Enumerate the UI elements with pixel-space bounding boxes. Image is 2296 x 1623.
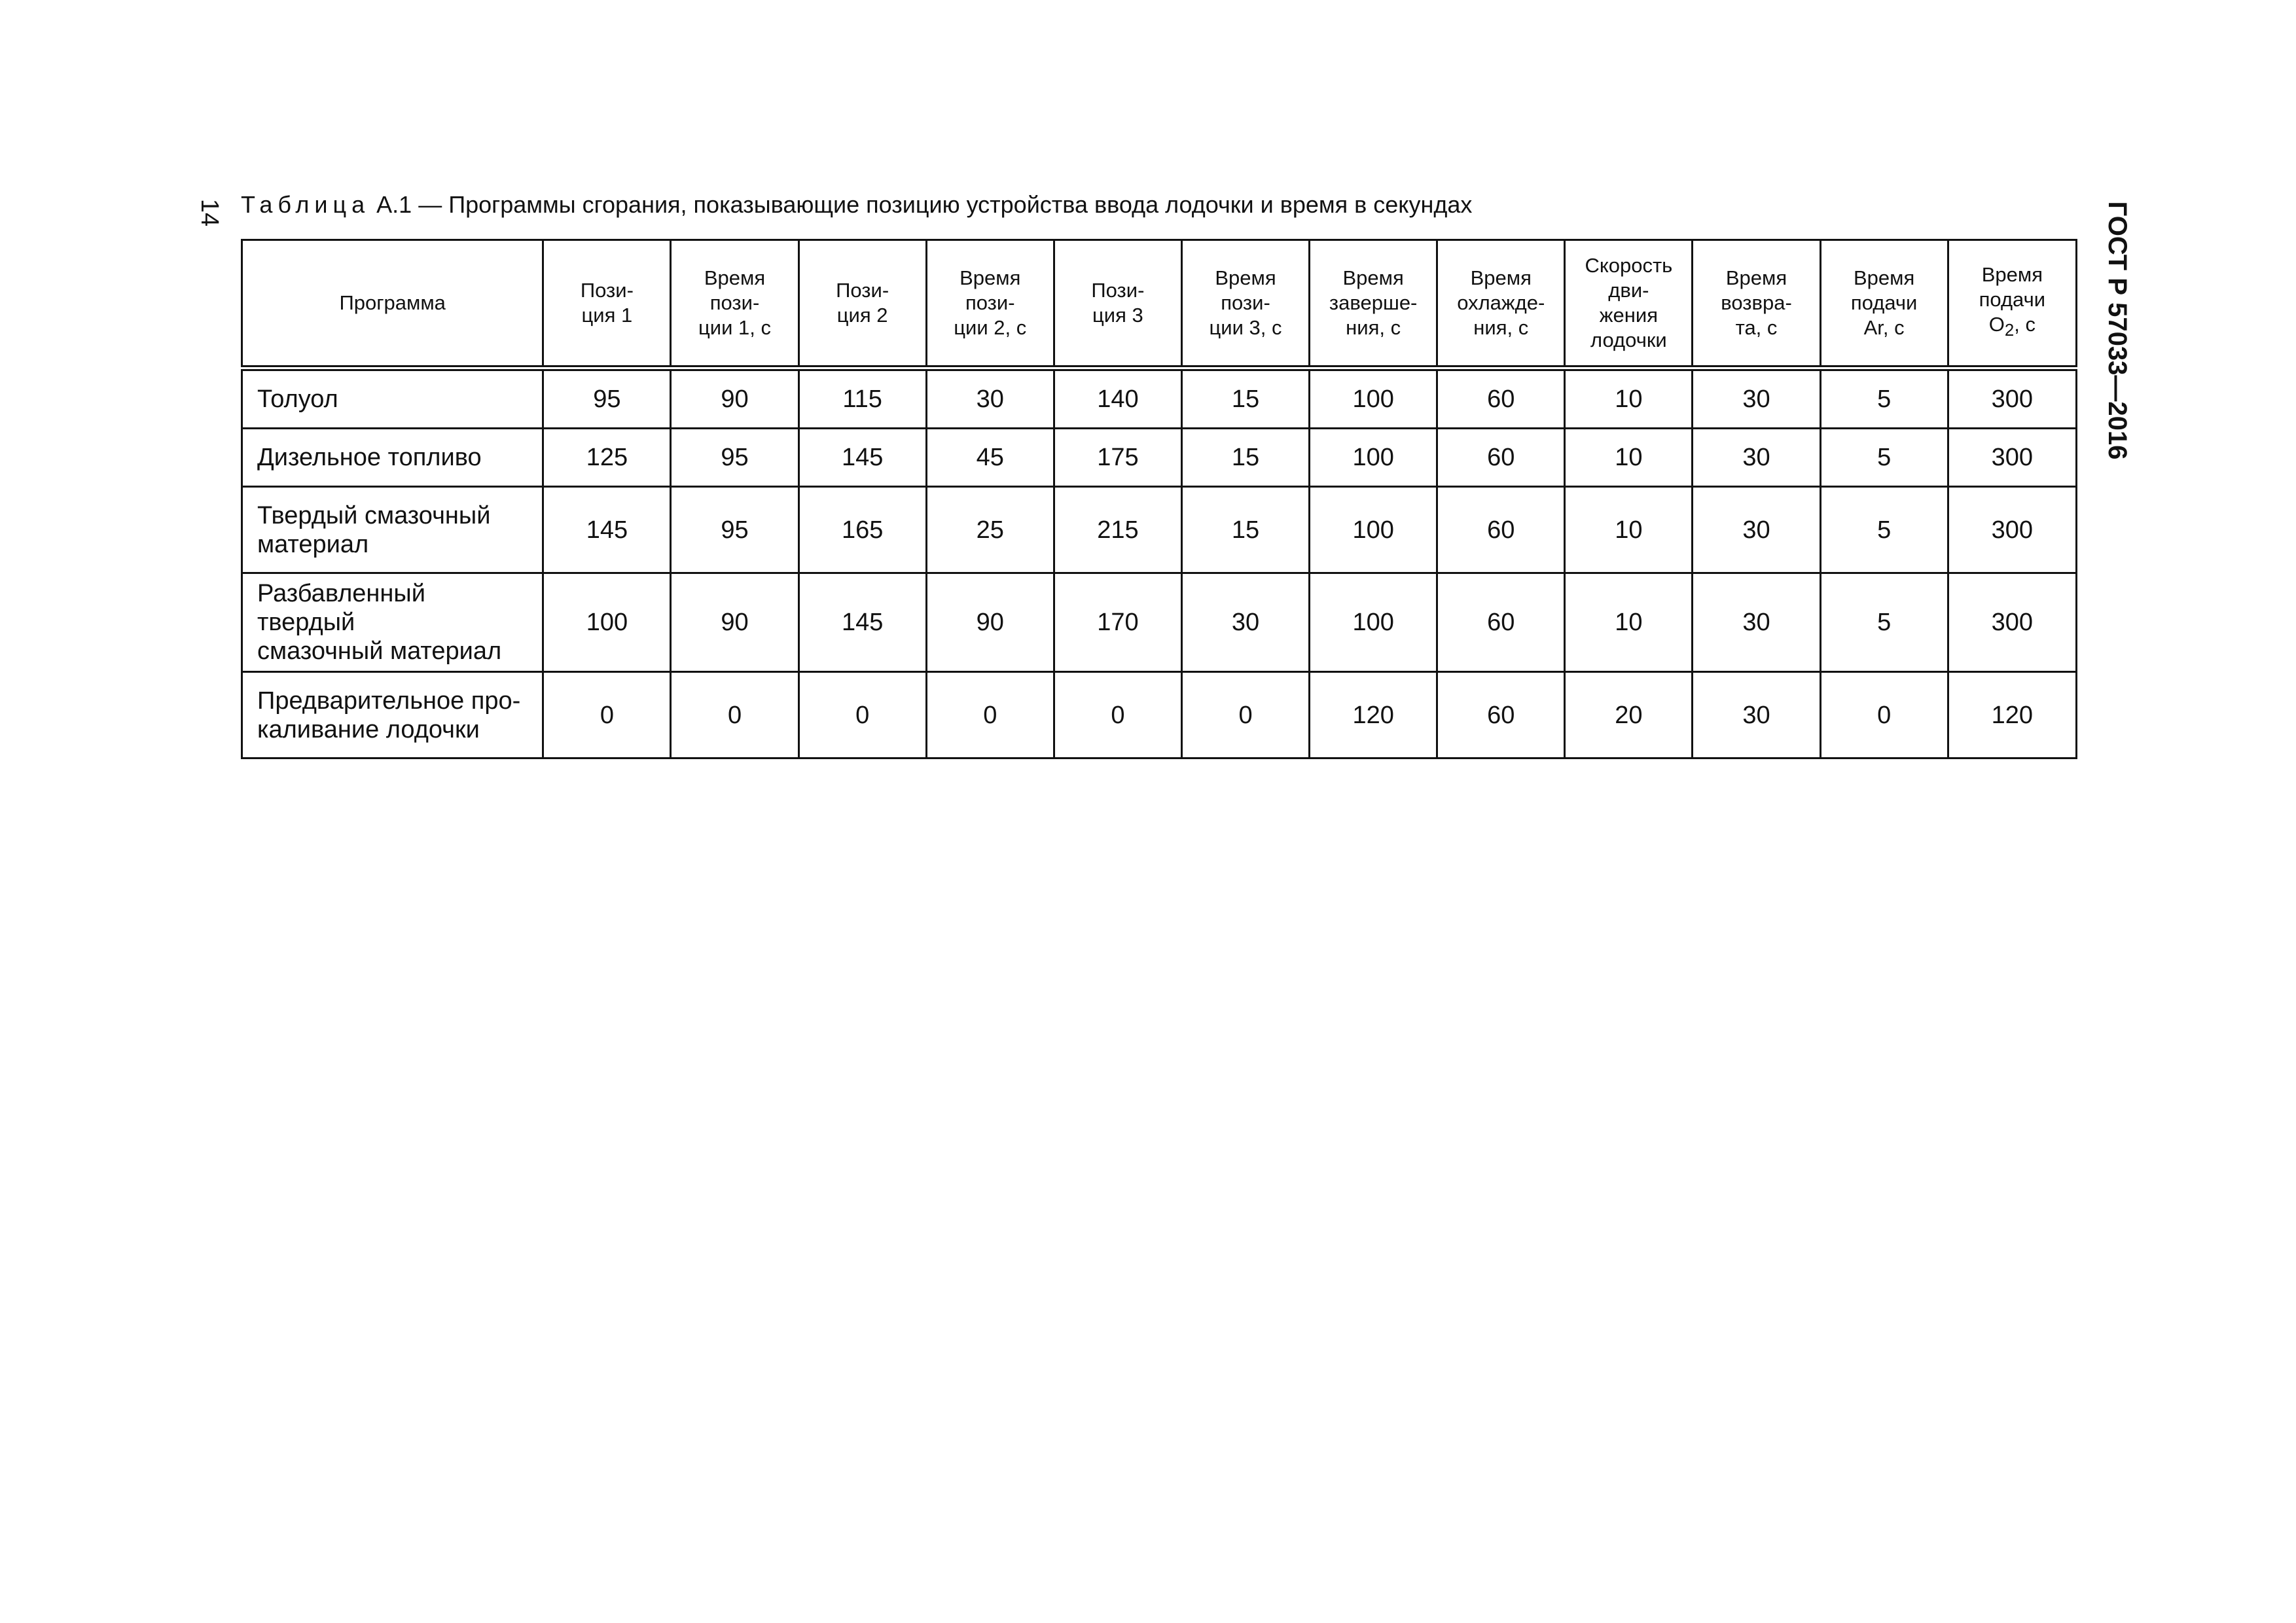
value-cell: 60 [1437,368,1565,429]
value-cell: 300 [1948,487,2076,573]
header-text: Время пози- ции 3, с [1209,266,1282,339]
table-row [242,573,2077,672]
program-name-cell: Предварительное про- каливание лодочки [242,672,543,758]
table-caption-text: А.1 — Программы сгорания, показывающие позицию устройства ввода лодочки и время в секундах [370,191,1473,218]
header-text: Время возвра- та, с [1721,266,1792,339]
value-cell: 0 [1181,672,1309,758]
header-position-1 [543,240,671,368]
value-cell: 100 [1310,368,1437,429]
header-text: Пози- ция 2 [836,279,889,327]
value-cell: 175 [1054,429,1181,487]
table-row [242,429,2077,487]
value-cell: 100 [1310,573,1437,672]
value-cell: 120 [1310,672,1437,758]
value-cell: 10 [1565,368,1693,429]
header-position-3-time [1181,240,1309,368]
value-cell: 60 [1437,429,1565,487]
value-cell: 15 [1181,487,1309,573]
header-program [242,240,543,368]
table-row [242,368,2077,429]
value-cell: 0 [543,672,671,758]
page-number: 14 [196,198,223,227]
value-cell: 0 [1054,672,1181,758]
header-text: Время заверше- ния, с [1329,266,1418,339]
value-cell: 145 [798,573,926,672]
header-text: Время пози- ции 1, с [698,266,771,339]
value-cell: 0 [671,672,798,758]
value-cell: 215 [1054,487,1181,573]
value-cell: 20 [1565,672,1693,758]
header-text: Скорость дви- жения лодочки [1585,254,1673,351]
value-cell: 30 [1693,429,1820,487]
value-cell: 60 [1437,672,1565,758]
value-cell: 30 [1693,573,1820,672]
value-cell: 300 [1948,368,2076,429]
value-cell: 60 [1437,487,1565,573]
header-position-2-time [926,240,1054,368]
header-text: Время подачи Ar, с [1850,266,1918,339]
header-position-2 [798,240,926,368]
value-cell: 15 [1181,368,1309,429]
program-name-cell: Твердый смазочный материал [242,487,543,573]
value-cell: 45 [926,429,1054,487]
value-cell: 10 [1565,487,1693,573]
header-position-1-time [671,240,798,368]
value-cell: 30 [1693,672,1820,758]
header-text: Время подачи $O_2$, с [1979,263,2046,340]
table-row [242,672,2077,758]
table-header-row [242,240,2077,368]
value-cell: 170 [1054,573,1181,672]
table-caption-label: Таблица [241,191,370,218]
value-cell: 125 [543,429,671,487]
value-cell: 0 [1820,672,1948,758]
header-position-3 [1054,240,1181,368]
header-text: Пози- ция 1 [580,279,634,327]
value-cell: 95 [671,429,798,487]
value-cell: 5 [1820,368,1948,429]
value-cell: 10 [1565,573,1693,672]
table-caption [241,190,1472,220]
value-cell: 90 [671,573,798,672]
header-completion-time [1310,240,1437,368]
value-cell: 30 [1693,368,1820,429]
header-return-time [1693,240,1820,368]
header-boat-speed [1565,240,1693,368]
value-cell: 115 [798,368,926,429]
value-cell: 145 [543,487,671,573]
value-cell: 25 [926,487,1054,573]
value-cell: 10 [1565,429,1693,487]
value-cell: 5 [1820,429,1948,487]
value-cell: 95 [543,368,671,429]
value-cell: 100 [543,573,671,672]
value-cell: 100 [1310,487,1437,573]
value-cell: 90 [926,573,1054,672]
value-cell: 60 [1437,573,1565,672]
value-cell: 5 [1820,487,1948,573]
header-ar-feed-time [1820,240,1948,368]
value-cell: 30 [926,368,1054,429]
value-cell: 0 [798,672,926,758]
value-cell: 30 [1181,573,1309,672]
value-cell: 300 [1948,429,2076,487]
header-text: Время охлажде- ния, с [1457,266,1545,339]
table-row [242,487,2077,573]
value-cell: 5 [1820,573,1948,672]
program-name-cell: Дизельное топливо [242,429,543,487]
value-cell: 95 [671,487,798,573]
document-code: ГОСТ Р 57033—2016 [2103,201,2132,460]
value-cell: 30 [1693,487,1820,573]
value-cell: 0 [926,672,1054,758]
value-cell: 90 [671,368,798,429]
value-cell: 300 [1948,573,2076,672]
value-cell: 165 [798,487,926,573]
value-cell: 120 [1948,672,2076,758]
header-text: Пози- ция 3 [1091,279,1145,327]
value-cell: 140 [1054,368,1181,429]
combustion-programs-table [241,239,2077,759]
header-o2-feed-time [1948,240,2076,368]
header-text: Время пози- ции 2, с [954,266,1027,339]
program-name-cell: Разбавленный твердый смазочный материал [242,573,543,672]
header-text: Программа [339,291,446,314]
value-cell: 100 [1310,429,1437,487]
value-cell: 15 [1181,429,1309,487]
header-cooling-time [1437,240,1565,368]
program-name-cell: Толуол [242,368,543,429]
value-cell: 145 [798,429,926,487]
